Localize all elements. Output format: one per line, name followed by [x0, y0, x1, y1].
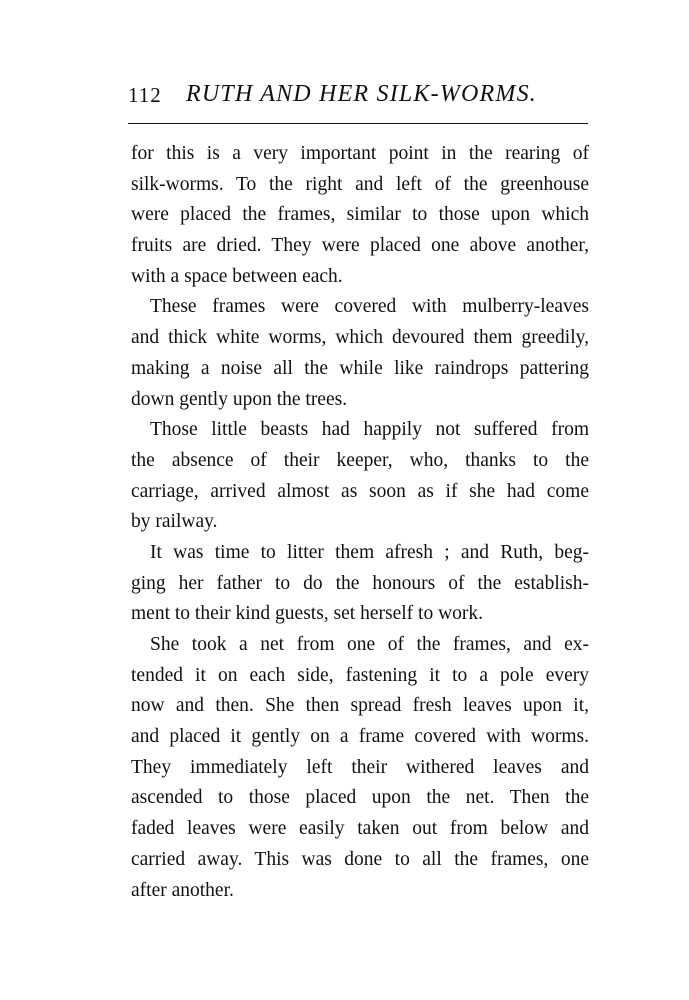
text-line: These frames were covered with mulberry-leaves: [150, 296, 589, 318]
text-line: now and then. She then spread fresh leaves upon it,: [131, 695, 589, 717]
text-line: and thick white worms, which devoured them greedily,: [131, 327, 589, 349]
text-line: ascended to those placed upon the net. Then the: [131, 787, 589, 809]
text-line: ging her father to do the honours of the establish-: [131, 572, 589, 594]
text-line: for this is a very important point in the rearing of: [131, 143, 589, 164]
text-line: were placed the frames, similar to those upon which: [131, 204, 589, 226]
text-line: and placed it gently on a frame covered with worms.: [131, 726, 589, 748]
text-line: with a space between each.: [131, 265, 343, 287]
text-line: after another.: [131, 879, 234, 901]
text-line: Those little beasts had happily not suffered from: [150, 419, 589, 441]
paragraph-5: [131, 630, 589, 906]
running-title: RUTH AND HER SILK-WORMS.: [186, 81, 538, 107]
text-line: fruits are dried. They were placed one above another,: [131, 235, 589, 257]
text-line: by railway.: [131, 511, 218, 533]
text-line: carriage, arrived almost as soon as if she had come: [131, 480, 589, 502]
text-line: silk-worms. To the right and left of the greenhouse: [131, 173, 589, 195]
text-line: It was time to litter them afresh ; and Ruth, beg-: [150, 541, 589, 563]
body-text: [131, 139, 589, 906]
text-line: tended it on each side, fastening it to a pole every: [131, 664, 589, 686]
text-line: They immediately left their withered leaves and: [131, 756, 589, 778]
text-line: She took a net from one of the frames, and ex-: [150, 634, 589, 655]
text-line: down gently upon the trees.: [131, 388, 348, 410]
text-line: the absence of their keeper, who, thanks to the: [131, 449, 589, 471]
page-number: 112: [128, 83, 162, 107]
paragraph-3: [131, 415, 589, 538]
text-line: carried away. This was done to all the frames, one: [131, 848, 589, 870]
text-line: faded leaves were easily taken out from below and: [131, 818, 589, 840]
paragraph-2: [131, 292, 589, 415]
header-rule: [128, 123, 588, 124]
text-line: ment to their kind guests, set herself to work.: [131, 603, 484, 625]
paragraph-4: [131, 538, 589, 630]
paragraph-1: [131, 139, 589, 292]
text-line: making a noise all the while like raindrops pattering: [131, 357, 589, 379]
running-head: [128, 81, 588, 113]
